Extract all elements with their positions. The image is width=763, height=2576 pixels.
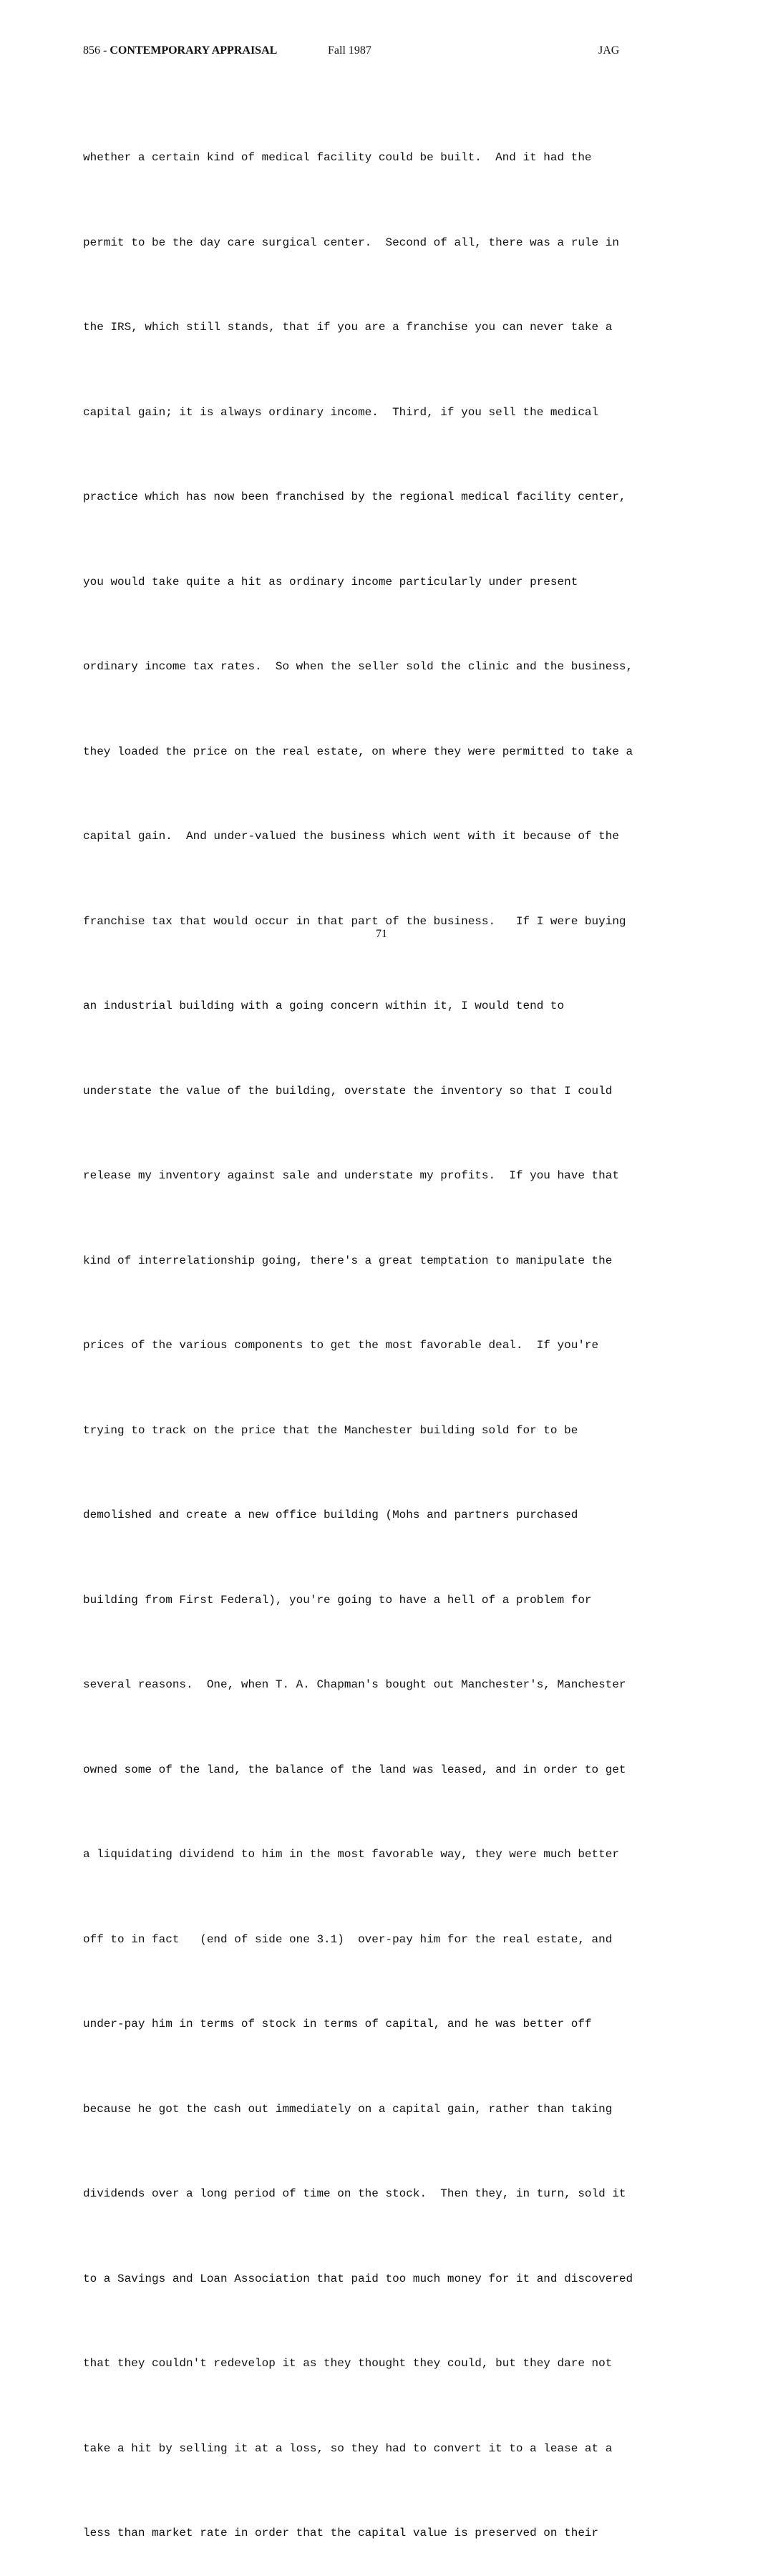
text-line: ordinary income tax rates. So when the seller sold the clinic and the business, <box>83 660 633 673</box>
text-line: under-pay him in terms of stock in terms of capital, and he was better off <box>83 2018 592 2030</box>
text-line: they loaded the price on the real estate, on where they were permitted to take a <box>83 745 633 758</box>
course-title: CONTEMPORARY APPRAISAL <box>110 44 278 57</box>
text-line: kind of interrelationship going, there's a great temptation to manipulate the <box>83 1254 613 1267</box>
text-line: to a Savings and Loan Association that paid too much money for it and discovered <box>83 2272 633 2285</box>
text-line: because he got the cash out immediately on a capital gain, rather than taking <box>83 2102 613 2116</box>
term-label: Fall 1987 <box>328 44 371 57</box>
page-header <box>0 44 763 60</box>
transcript-body <box>83 87 727 2576</box>
text-line: release my inventory against sale and understate my profits. If you have that <box>83 1169 619 1182</box>
text-line: trying to track on the price that the Manchester building sold for to be <box>83 1423 578 1437</box>
course-number: 856 - <box>83 44 110 57</box>
text-line: an industrial building with a going concern within it, I would tend to <box>83 999 565 1012</box>
text-line: that they couldn't redevelop it as they thought they could, but they dare not <box>83 2357 613 2370</box>
text-line: the IRS, which still stands, that if you are a franchise you can never take a <box>83 321 613 334</box>
text-line: off to in fact (end of side one 3.1) over-pay him for the real estate, and <box>83 1932 613 1946</box>
text-line: a liquidating dividend to him in the most favorable way, they were much better <box>83 1848 619 1861</box>
text-line: permit to be the day care surgical center. Second of all, there was a rule in <box>83 236 619 249</box>
text-line: you would take quite a hit as ordinary income particularly under present <box>83 575 578 589</box>
text-line: franchise tax that would occur in that part of the business. If I were buying <box>83 914 626 928</box>
text-line: practice which has now been franchised by the regional medical facility center, <box>83 490 626 503</box>
text-line: prices of the various components to get the most favorable deal. If you're <box>83 1339 599 1352</box>
text-line: take a hit by selling it at a loss, so they had to convert it to a lease at a <box>83 2441 613 2455</box>
text-line: capital gain. And under-valued the business which went with it because of the <box>83 830 619 843</box>
page-number: 71 <box>376 928 387 940</box>
text-line: building from First Federal), you're going to have a hell of a problem for <box>83 1593 592 1607</box>
text-line: several reasons. One, when T. A. Chapman's bought out Manchester's, Manchester <box>83 1678 626 1691</box>
text-line: owned some of the land, the balance of the land was leased, and in order to get <box>83 1763 626 1776</box>
text-line: dividends over a long period of time on the stock. Then they, in turn, sold it <box>83 2187 626 2200</box>
author-initials: JAG <box>598 44 620 57</box>
text-line: demolished and create a new office building (Mohs and partners purchased <box>83 1509 578 1521</box>
text-line: whether a certain kind of medical facility could be built. And it had the <box>83 151 592 164</box>
text-line: less than market rate in order that the capital value is preserved on their <box>83 2527 599 2539</box>
course-heading <box>83 44 277 57</box>
text-line: capital gain; it is always ordinary income. Third, if you sell the medical <box>83 405 599 419</box>
text-line: understate the value of the building, overstate the inventory so that I could <box>83 1084 613 1098</box>
